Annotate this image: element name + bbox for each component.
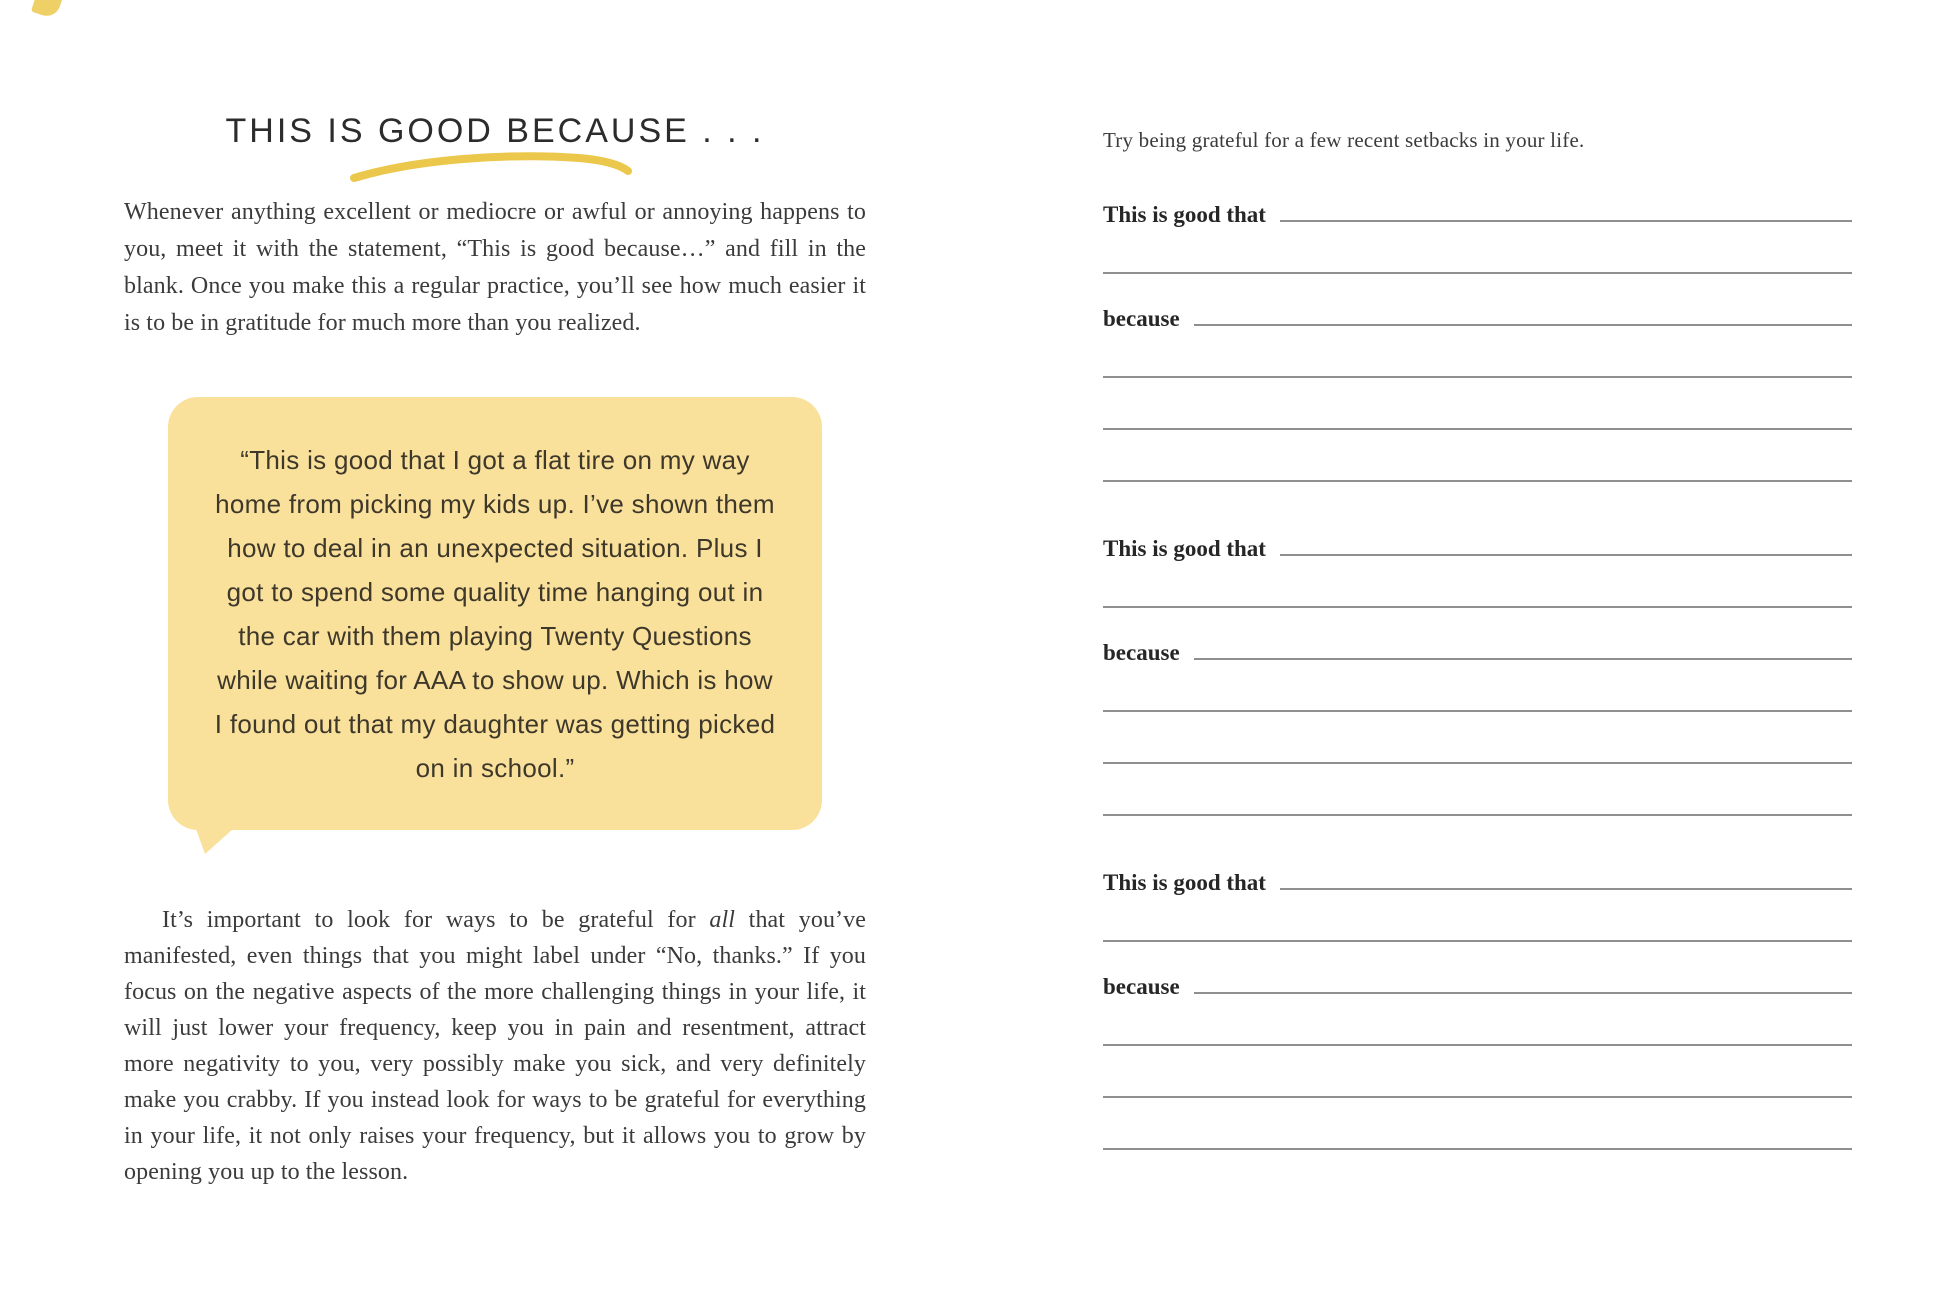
write-line[interactable] — [1103, 1096, 1852, 1098]
write-line[interactable] — [1103, 814, 1852, 816]
write-line[interactable] — [1103, 480, 1852, 482]
write-line[interactable] — [1194, 992, 1852, 994]
this-is-good-that-row — [1103, 844, 1852, 896]
blank-row — [1103, 384, 1852, 436]
closing-paragraph — [124, 902, 866, 1190]
this-is-good-that-label: This is good that — [1103, 869, 1266, 895]
journal-entry-group-2 — [1103, 510, 1852, 822]
write-line[interactable] — [1103, 762, 1852, 764]
write-line[interactable] — [1103, 272, 1852, 274]
because-row — [1103, 280, 1852, 332]
because-row — [1103, 948, 1852, 1000]
blank-row — [1103, 436, 1852, 488]
journal-entry-group-1 — [1103, 176, 1852, 488]
blank-row — [1103, 896, 1852, 948]
underline-swoosh-icon — [347, 150, 637, 184]
blank-row — [1103, 1052, 1852, 1104]
example-speech-bubble — [168, 397, 822, 830]
write-line[interactable] — [1103, 940, 1852, 942]
blank-row — [1103, 228, 1852, 280]
write-line[interactable] — [1103, 1044, 1852, 1046]
blank-row — [1103, 718, 1852, 770]
this-is-good-that-row — [1103, 176, 1852, 228]
closing-text-end: that you’ve manifested, even things that you might label under “No, thanks.” If you focus on the negative aspects of the more challenging things in your life, it will just lower your frequency, keep you in pain and resentment, attract more negativity to you, very possibly make you sick, and very definitely make you crabby. If you instead look for ways to be grateful for everything in your life, it not only raises your frequency, but it allows you to grow by opening you up to the lesson. — [124, 907, 866, 1185]
intro-paragraph: Whenever anything excellent or mediocre or awful or annoying happens to you, meet it with the statement, “This is good because…” and fill in the blank. Once you make this a regular practice, you’ll see how much easier it is to be in gratitude for much more than you realized. — [124, 199, 866, 336]
write-line[interactable] — [1280, 220, 1852, 222]
blank-row — [1103, 770, 1852, 822]
this-is-good-that-label: This is good that — [1103, 201, 1266, 227]
blank-row — [1103, 332, 1852, 384]
write-line[interactable] — [1103, 376, 1852, 378]
corner-accent-icon — [31, 0, 63, 19]
closing-italic-word: all — [709, 907, 736, 933]
write-line[interactable] — [1103, 428, 1852, 430]
closing-text-start: It’s important to look for ways to be grateful for — [162, 907, 710, 933]
write-line[interactable] — [1194, 658, 1852, 660]
write-line[interactable] — [1280, 554, 1852, 556]
journal-entry-group-3 — [1103, 844, 1852, 1156]
because-row — [1103, 614, 1852, 666]
write-line[interactable] — [1103, 606, 1852, 608]
exercise-prompt: Try being grateful for a few recent setbacks in your life. — [1103, 128, 1585, 152]
write-line[interactable] — [1194, 324, 1852, 326]
write-line[interactable] — [1103, 710, 1852, 712]
because-label: because — [1103, 973, 1180, 999]
because-label: because — [1103, 305, 1180, 331]
blank-row — [1103, 666, 1852, 718]
because-label: because — [1103, 639, 1180, 665]
blank-row — [1103, 1104, 1852, 1156]
write-line[interactable] — [1280, 888, 1852, 890]
bubble-quote-text: “This is good that I got a flat tire on my way home from picking my kids up. I’ve shown them how to deal in an unexpected situation. Plus I got to spend some quality time hanging out in the car with them playing Twenty Questions while waiting for AAA to show up. Which is how I found out that my daughter was getting picked on in school.” — [214, 444, 776, 783]
speech-bubble-tail-icon — [196, 829, 236, 854]
this-is-good-that-label: This is good that — [1103, 535, 1266, 561]
blank-row — [1103, 562, 1852, 614]
page-title: THIS IS GOOD BECAUSE . . . — [225, 112, 765, 150]
write-line[interactable] — [1103, 1148, 1852, 1150]
this-is-good-that-row — [1103, 510, 1852, 562]
blank-row — [1103, 1000, 1852, 1052]
